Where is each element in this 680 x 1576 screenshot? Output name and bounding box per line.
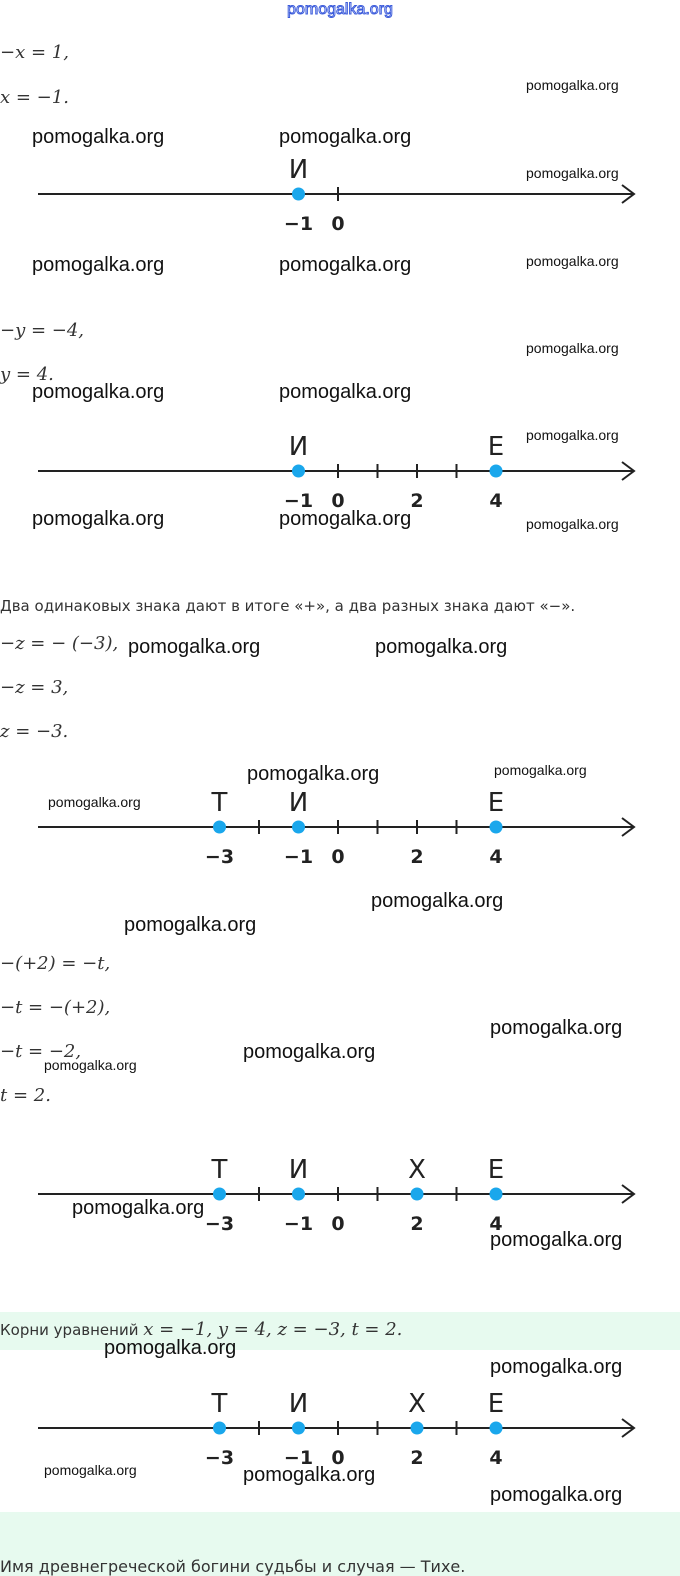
tick-label: 0 xyxy=(331,213,345,235)
watermark: pomogalka.org xyxy=(32,126,165,148)
point-marker xyxy=(490,1188,503,1201)
roots-formula: x = −1, y = 4, z = −3, t = 2. xyxy=(143,1319,403,1340)
point-marker xyxy=(213,1422,226,1435)
watermark: pomogalka.org xyxy=(32,381,165,403)
point-letter: Е xyxy=(487,1389,505,1419)
tick-label: 0 xyxy=(331,846,345,868)
tick-label: 2 xyxy=(410,846,424,868)
equation-line: −t = −2, xyxy=(0,1041,82,1062)
tick-label: −1 xyxy=(283,846,314,868)
number-line xyxy=(0,150,680,240)
watermark: pomogalka.org xyxy=(243,1464,376,1486)
point-letter: Х xyxy=(408,1155,426,1185)
point-letter: Т xyxy=(211,788,228,818)
tick-label: 2 xyxy=(410,490,424,512)
watermark: pomogalka.org xyxy=(526,427,619,443)
point-letter: Е xyxy=(487,432,505,462)
watermark: pomogalka.org xyxy=(247,763,380,785)
point-marker xyxy=(292,1188,305,1201)
point-letter: И xyxy=(288,1389,309,1419)
tick-label: 0 xyxy=(331,1213,345,1235)
equation-line: t = 2. xyxy=(0,1085,51,1106)
watermark: pomogalka.org xyxy=(371,890,504,912)
number-line xyxy=(0,783,680,873)
point-marker xyxy=(490,821,503,834)
tick-label: 4 xyxy=(489,1213,503,1235)
point-marker xyxy=(490,1422,503,1435)
tick-label: 2 xyxy=(410,1447,424,1469)
tick-label: −3 xyxy=(204,1447,235,1469)
point-letter: Т xyxy=(211,1389,228,1419)
watermark: pomogalka.org xyxy=(490,1017,623,1039)
number-line xyxy=(0,427,680,517)
watermark: pomogalka.org xyxy=(44,1057,137,1073)
tick-label: −3 xyxy=(204,846,235,868)
roots-prefix: Корни уравнений xyxy=(0,1321,139,1339)
tick-label: 4 xyxy=(489,1447,503,1469)
watermark: pomogalka.org xyxy=(72,1197,205,1219)
watermark: pomogalka.org xyxy=(526,340,619,356)
watermark: pomogalka.org xyxy=(48,794,141,810)
tick-label: 4 xyxy=(489,846,503,868)
watermark: pomogalka.org xyxy=(490,1356,623,1378)
header-watermark: pomogalka.org xyxy=(287,1,393,18)
tick-label: −3 xyxy=(204,1213,235,1235)
watermark: pomogalka.org xyxy=(128,636,261,658)
point-letter: Е xyxy=(487,1155,505,1185)
point-marker xyxy=(292,1422,305,1435)
watermark: pomogalka.org xyxy=(375,636,508,658)
watermark: pomogalka.org xyxy=(279,126,412,148)
equation-line: x = −1. xyxy=(0,87,69,108)
point-marker xyxy=(213,1188,226,1201)
point-letter: И xyxy=(288,788,309,818)
watermark: pomogalka.org xyxy=(32,508,165,530)
watermark: pomogalka.org xyxy=(104,1337,237,1359)
point-marker xyxy=(411,1188,424,1201)
watermark: pomogalka.org xyxy=(279,508,412,530)
equation-line: z = −3. xyxy=(0,721,69,742)
tick-label: −1 xyxy=(283,213,314,235)
equation-line: −z = 3, xyxy=(0,677,69,698)
equation-line: y = 4. xyxy=(0,364,54,385)
watermark: pomogalka.org xyxy=(279,381,412,403)
number-line xyxy=(0,1384,680,1474)
watermark: pomogalka.org xyxy=(44,1462,137,1478)
tick-label: 4 xyxy=(489,490,503,512)
watermark: pomogalka.org xyxy=(490,1229,623,1251)
watermark: pomogalka.org xyxy=(124,914,257,936)
equation-line: −z = − (−3), xyxy=(0,633,119,654)
point-marker xyxy=(292,821,305,834)
point-letter: Т xyxy=(211,1155,228,1185)
tick-label: 0 xyxy=(331,490,345,512)
point-letter: И xyxy=(288,1155,309,1185)
equation-line: −t = −(+2), xyxy=(0,997,111,1018)
point-marker xyxy=(292,465,305,478)
watermark: pomogalka.org xyxy=(494,762,587,778)
equation-line: −y = −4, xyxy=(0,320,85,341)
watermark: pomogalka.org xyxy=(279,254,412,276)
watermark: pomogalka.org xyxy=(526,165,619,181)
point-marker xyxy=(411,1422,424,1435)
point-marker xyxy=(490,465,503,478)
point-letter: Е xyxy=(487,788,505,818)
rule-text: Два одинаковых знака дают в итоге «+», а два разных знака дают «−». xyxy=(0,597,576,615)
answer-text: Имя древнегреческой богини судьбы и случая — Тихе. xyxy=(0,1557,466,1576)
watermark: pomogalka.org xyxy=(526,253,619,269)
watermark: pomogalka.org xyxy=(526,516,619,532)
watermark: pomogalka.org xyxy=(243,1041,376,1063)
number-line xyxy=(0,1150,680,1240)
watermark: pomogalka.org xyxy=(490,1484,623,1506)
point-letter: И xyxy=(288,432,309,462)
point-letter: И xyxy=(288,155,309,185)
tick-label: 0 xyxy=(331,1447,345,1469)
watermark: pomogalka.org xyxy=(526,77,619,93)
point-marker xyxy=(213,821,226,834)
watermark: pomogalka.org xyxy=(32,254,165,276)
tick-label: −1 xyxy=(283,1447,314,1469)
equation-line: −(+2) = −t, xyxy=(0,953,111,974)
tick-label: −1 xyxy=(283,490,314,512)
point-letter: Х xyxy=(408,1389,426,1419)
tick-label: 2 xyxy=(410,1213,424,1235)
point-marker xyxy=(292,188,305,201)
tick-label: −1 xyxy=(283,1213,314,1235)
equation-line: −x = 1, xyxy=(0,42,69,63)
